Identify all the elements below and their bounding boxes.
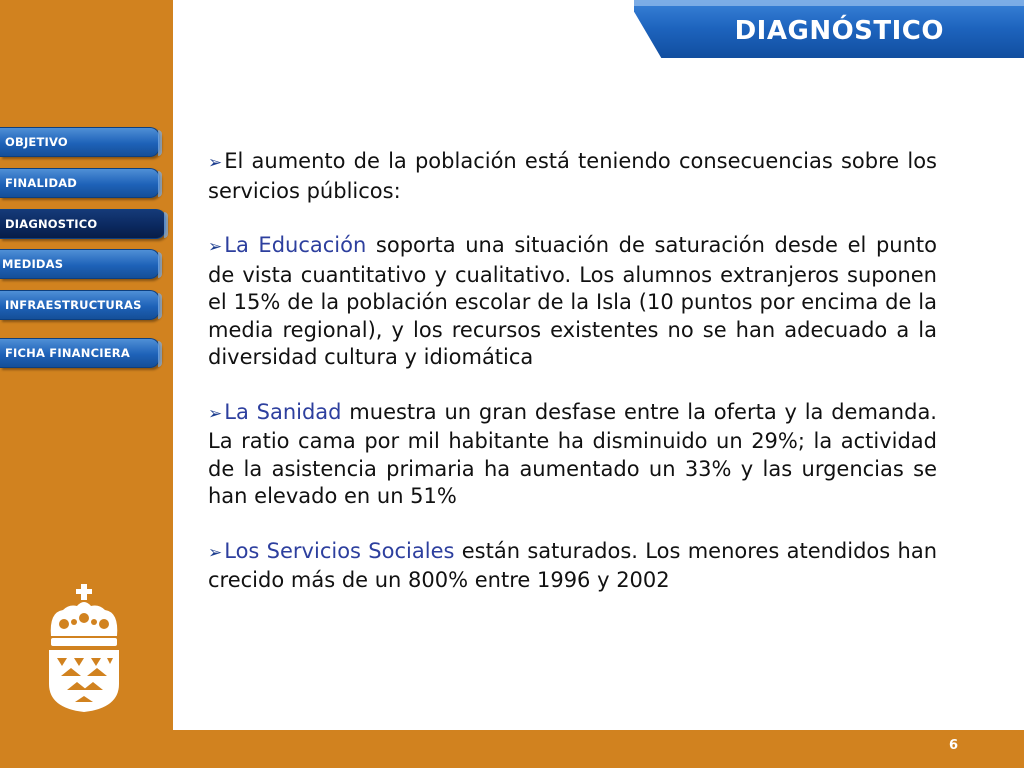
nav-diagnostico-button[interactable]: DIAGNOSTICO (0, 209, 166, 239)
bullet-highlight: La Educación (224, 233, 367, 257)
diagnosis-content (208, 148, 937, 622)
arrow-bullet-icon: ➢ (208, 237, 223, 257)
arrow-bullet-icon: ➢ (208, 403, 223, 424)
bullet-text: El aumento de la población está teniendo consecuencias sobre los servicios públicos: (208, 149, 937, 203)
page-title: DIAGNÓSTICO (734, 16, 944, 46)
nav-ficha-financiera-button[interactable]: FICHA FINANCIERA (0, 338, 160, 368)
nav-medidas-button[interactable]: MEDIDAS (0, 249, 160, 279)
bullet-item (208, 148, 937, 205)
page-number: 6 (948, 738, 958, 753)
nav-objetivo-button[interactable]: OBJETIVO (0, 127, 160, 157)
bullet-item (208, 232, 937, 372)
bullet-highlight: Los Servicios Sociales (224, 538, 455, 563)
bullet-text: muestra un gran desfase entre la oferta y la demanda. La ratio cama por mil habitante ha disminuido un 29%; la actividad de la asistencia primaria ha aumentado un 33% y las urgencias se han elevado en un 51% (208, 399, 937, 508)
nav-infraestructuras-button[interactable]: INFRAESTRUCTURAS (0, 290, 160, 320)
bullet-text: soporta una situación de saturación desde el punto de vista cuantitativo y cualitativo. Los alumnos extranjeros suponen el 15% de la población escolar de la Isla (10 puntos por encima de la media regional), y los recursos existentes no se han adecuado a la diversidad cultura y idiomática (208, 233, 937, 369)
bullet-item (208, 538, 937, 595)
bullet-item (208, 399, 937, 511)
footer-bar (0, 730, 1024, 768)
bullet-highlight: La Sanidad (224, 399, 342, 424)
canarias-crown-emblem (47, 584, 121, 712)
arrow-bullet-icon: ➢ (208, 542, 223, 563)
nav-finalidad-button[interactable]: FINALIDAD (0, 168, 160, 198)
arrow-bullet-icon: ➢ (208, 153, 223, 173)
bullet-text: están saturados. Los menores atendidos han crecido más de un 800% entre 1996 y 2002 (208, 538, 937, 592)
